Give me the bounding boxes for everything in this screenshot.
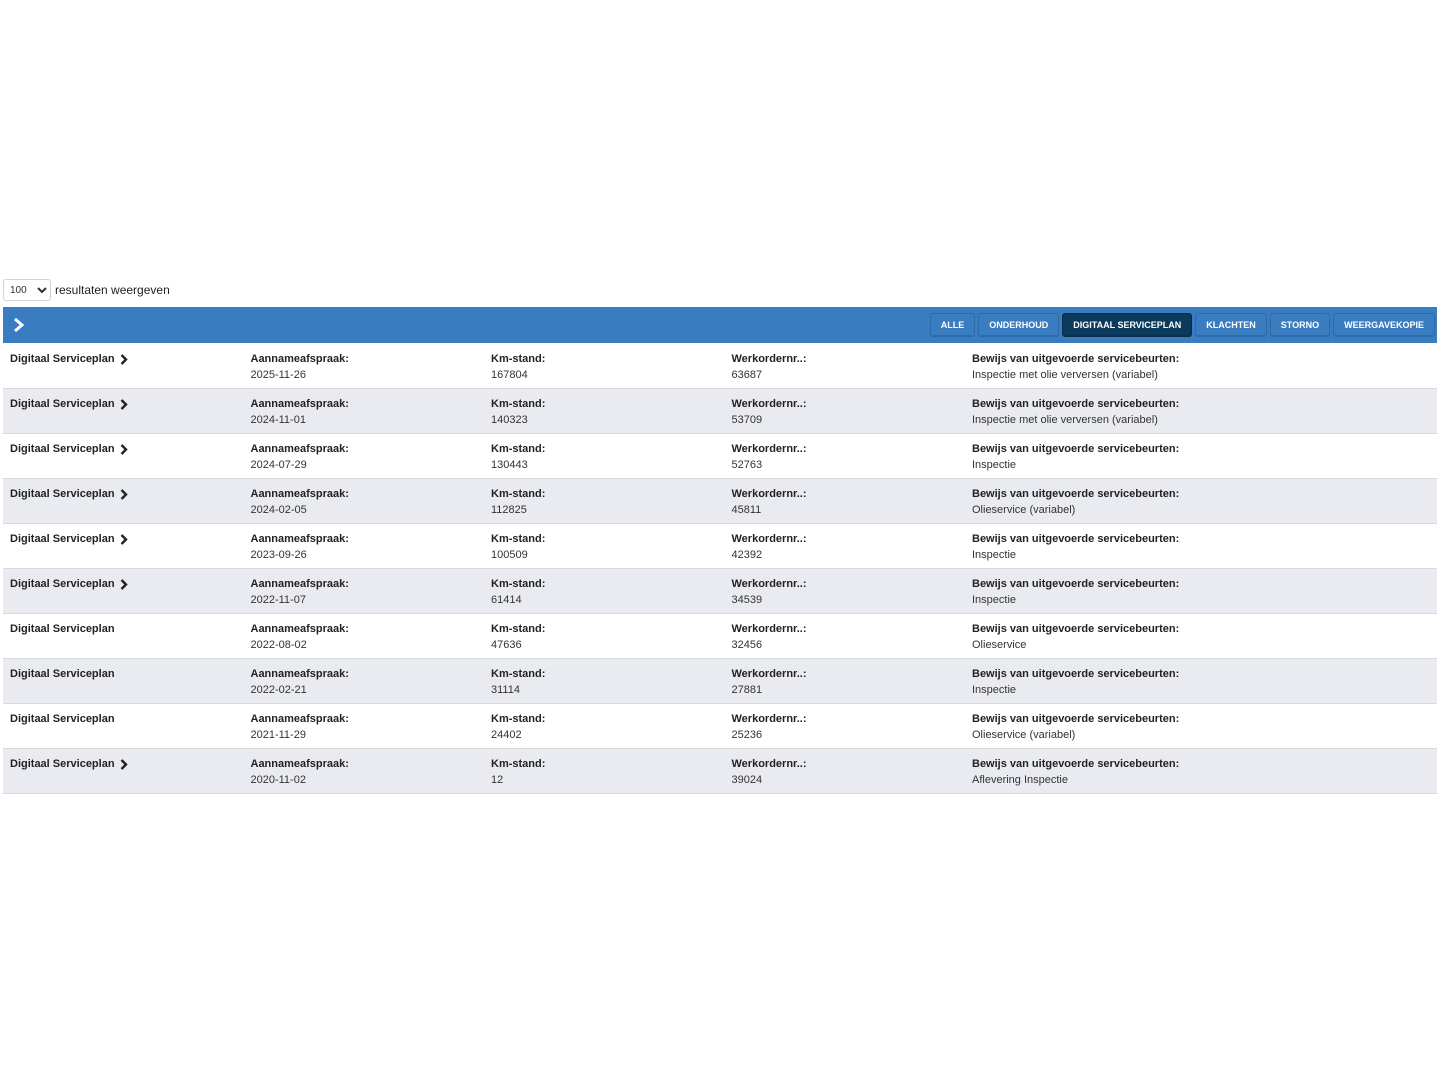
table-row (3, 704, 1437, 749)
km-cell (484, 524, 725, 568)
order-value: 39024 (731, 774, 763, 786)
page-length-label: resultaten weergeven (55, 283, 170, 297)
order-cell (725, 434, 966, 478)
row-title-cell (3, 569, 244, 613)
proof-cell (965, 659, 1437, 703)
expand-toggle[interactable] (5, 307, 33, 343)
chevron-right-icon (120, 534, 128, 545)
proof-label: Bewijs van uitgevoerde servicebeurten: (972, 713, 1180, 725)
km-cell (484, 389, 725, 433)
date-cell (244, 524, 485, 568)
row-title-text: Digitaal Serviceplan (10, 758, 115, 770)
proof-label: Bewijs van uitgevoerde servicebeurten: (972, 443, 1180, 455)
km-cell (484, 704, 725, 748)
chevron-right-icon (13, 318, 25, 332)
date-value: 2024-02-05 (250, 504, 307, 516)
order-cell (725, 344, 966, 388)
km-value: 130443 (491, 459, 528, 471)
date-label: Aannameafspraak: (250, 443, 349, 455)
date-value: 2022-08-02 (250, 639, 307, 651)
proof-label: Bewijs van uitgevoerde servicebeurten: (972, 668, 1180, 680)
row-title-link[interactable] (10, 531, 128, 547)
date-label: Aannameafspraak: (250, 713, 349, 725)
table-row (3, 659, 1437, 704)
row-title-text: Digitaal Serviceplan (10, 488, 115, 500)
km-label: Km-stand: (491, 623, 546, 635)
km-value: 47636 (491, 639, 522, 651)
proof-value: Inspectie (972, 684, 1017, 696)
order-cell (725, 704, 966, 748)
proof-cell (965, 344, 1437, 388)
km-label: Km-stand: (491, 668, 546, 680)
order-label: Werkordernr..: (731, 758, 807, 770)
row-title-cell (3, 434, 244, 478)
order-label: Werkordernr..: (731, 533, 807, 545)
proof-cell (965, 749, 1437, 793)
row-title-link[interactable] (10, 486, 128, 502)
proof-value: Aflevering Inspectie (972, 774, 1068, 786)
date-cell (244, 569, 485, 613)
km-label: Km-stand: (491, 578, 546, 590)
km-cell (484, 659, 725, 703)
date-label: Aannameafspraak: (250, 758, 349, 770)
row-title-cell (3, 749, 244, 793)
row-title-text: Digitaal Serviceplan (10, 713, 115, 725)
order-cell (725, 479, 966, 523)
km-value: 31114 (491, 684, 520, 696)
proof-cell (965, 614, 1437, 658)
date-cell (244, 389, 485, 433)
date-label: Aannameafspraak: (250, 623, 349, 635)
date-value: 2023-09-26 (250, 549, 307, 561)
order-value: 53709 (731, 414, 763, 426)
proof-value: Olieservice (variabel) (972, 504, 1076, 516)
date-cell (244, 344, 485, 388)
proof-value: Olieservice (972, 639, 1027, 651)
row-title-link[interactable] (10, 351, 128, 367)
date-label: Aannameafspraak: (250, 488, 349, 500)
page-length-select[interactable] (3, 279, 51, 301)
row-title-link[interactable] (10, 441, 128, 457)
row-title-link[interactable] (10, 756, 128, 772)
date-cell (244, 479, 485, 523)
proof-value: Inspectie (972, 594, 1017, 606)
row-title-link[interactable] (10, 396, 128, 412)
proof-cell (965, 389, 1437, 433)
date-cell (244, 749, 485, 793)
filter-digitaal-serviceplan-button[interactable]: DIGITAAL SERVICEPLAN (1062, 313, 1192, 337)
chevron-right-icon (120, 579, 128, 590)
table-row (3, 434, 1437, 479)
order-value: 32456 (731, 639, 763, 651)
row-title (10, 621, 115, 637)
page-length-control (3, 279, 170, 301)
row-title-link[interactable] (10, 576, 128, 592)
date-label: Aannameafspraak: (250, 398, 349, 410)
order-label: Werkordernr..: (731, 353, 807, 365)
row-title-text: Digitaal Serviceplan (10, 443, 115, 455)
proof-value: Inspectie met olie verversen (variabel) (972, 369, 1158, 381)
km-value: 167804 (491, 369, 528, 381)
row-title-cell (3, 479, 244, 523)
proof-cell (965, 569, 1437, 613)
km-cell (484, 344, 725, 388)
row-title-cell (3, 524, 244, 568)
proof-label: Bewijs van uitgevoerde servicebeurten: (972, 353, 1180, 365)
order-label: Werkordernr..: (731, 668, 807, 680)
order-cell (725, 569, 966, 613)
proof-label: Bewijs van uitgevoerde servicebeurten: (972, 623, 1180, 635)
date-value: 2021-11-29 (250, 729, 306, 741)
km-value: 12 (491, 774, 504, 786)
date-label: Aannameafspraak: (250, 353, 349, 365)
km-label: Km-stand: (491, 533, 546, 545)
km-value: 61414 (491, 594, 522, 606)
order-value: 27881 (731, 684, 763, 696)
table-row (3, 344, 1437, 389)
row-title-text: Digitaal Serviceplan (10, 353, 115, 365)
row-title-text: Digitaal Serviceplan (10, 398, 115, 410)
row-title-cell (3, 659, 244, 703)
km-label: Km-stand: (491, 398, 546, 410)
row-title-cell (3, 704, 244, 748)
km-label: Km-stand: (491, 488, 546, 500)
order-cell (725, 389, 966, 433)
proof-cell (965, 479, 1437, 523)
date-value: 2022-11-07 (250, 594, 306, 606)
proof-value: Olieservice (variabel) (972, 729, 1076, 741)
table-row (3, 569, 1437, 614)
km-value: 112825 (491, 504, 527, 516)
km-value: 24402 (491, 729, 522, 741)
filter-storno-button[interactable]: STORNO (1270, 313, 1330, 337)
proof-label: Bewijs van uitgevoerde servicebeurten: (972, 533, 1180, 545)
km-value: 100509 (491, 549, 528, 561)
order-value: 63687 (731, 369, 763, 381)
order-cell (725, 749, 966, 793)
table-row (3, 479, 1437, 524)
date-value: 2024-07-29 (250, 459, 307, 471)
row-title (10, 711, 115, 727)
order-label: Werkordernr..: (731, 443, 807, 455)
chevron-right-icon (120, 399, 128, 410)
km-cell (484, 569, 725, 613)
proof-value: Inspectie (972, 549, 1017, 561)
row-title-text: Digitaal Serviceplan (10, 623, 115, 635)
filter-onderhoud-button[interactable]: ONDERHOUD (978, 313, 1059, 337)
proof-label: Bewijs van uitgevoerde servicebeurten: (972, 758, 1180, 770)
date-label: Aannameafspraak: (250, 533, 349, 545)
order-cell (725, 614, 966, 658)
row-title-cell (3, 344, 244, 388)
filter-weergavekopie-button[interactable]: WEERGAVEKOPIE (1333, 313, 1435, 337)
order-value: 25236 (731, 729, 763, 741)
date-cell (244, 704, 485, 748)
date-cell (244, 614, 485, 658)
row-title-cell (3, 389, 244, 433)
order-label: Werkordernr..: (731, 398, 807, 410)
proof-label: Bewijs van uitgevoerde servicebeurten: (972, 398, 1180, 410)
filter-klachten-button[interactable]: KLACHTEN (1195, 313, 1267, 337)
date-value: 2020-11-02 (250, 774, 306, 786)
date-value: 2022-02-21 (250, 684, 307, 696)
filter-alle-button[interactable]: ALLE (930, 313, 976, 337)
row-title-text: Digitaal Serviceplan (10, 668, 115, 680)
row-title (10, 666, 115, 682)
km-value: 140323 (491, 414, 528, 426)
order-value: 52763 (731, 459, 763, 471)
table-row (3, 389, 1437, 434)
table-row (3, 749, 1437, 794)
chevron-right-icon (120, 489, 128, 500)
chevron-right-icon (120, 354, 128, 365)
date-cell (244, 434, 485, 478)
date-label: Aannameafspraak: (250, 668, 349, 680)
order-cell (725, 659, 966, 703)
order-label: Werkordernr..: (731, 623, 807, 635)
filter-group (927, 313, 1435, 337)
km-label: Km-stand: (491, 443, 546, 455)
km-label: Km-stand: (491, 713, 546, 725)
table-row (3, 614, 1437, 659)
date-value: 2024-11-01 (250, 414, 306, 426)
km-cell (484, 434, 725, 478)
order-value: 45811 (731, 504, 762, 516)
proof-value: Inspectie (972, 459, 1017, 471)
table-row (3, 524, 1437, 569)
km-label: Km-stand: (491, 758, 546, 770)
order-value: 42392 (731, 549, 763, 561)
km-cell (484, 614, 725, 658)
row-title-cell (3, 614, 244, 658)
proof-cell (965, 434, 1437, 478)
order-value: 34539 (731, 594, 763, 606)
proof-cell (965, 524, 1437, 568)
date-label: Aannameafspraak: (250, 578, 349, 590)
date-value: 2025-11-26 (250, 369, 306, 381)
filter-toolbar (3, 307, 1437, 343)
order-label: Werkordernr..: (731, 578, 807, 590)
km-cell (484, 479, 725, 523)
service-table (3, 344, 1437, 794)
proof-value: Inspectie met olie verversen (variabel) (972, 414, 1158, 426)
km-label: Km-stand: (491, 353, 546, 365)
chevron-right-icon (120, 444, 128, 455)
chevron-right-icon (120, 759, 128, 770)
proof-label: Bewijs van uitgevoerde servicebeurten: (972, 578, 1180, 590)
proof-label: Bewijs van uitgevoerde servicebeurten: (972, 488, 1180, 500)
proof-cell (965, 704, 1437, 748)
row-title-text: Digitaal Serviceplan (10, 578, 115, 590)
row-title-text: Digitaal Serviceplan (10, 533, 115, 545)
order-cell (725, 524, 966, 568)
order-label: Werkordernr..: (731, 713, 807, 725)
date-cell (244, 659, 485, 703)
km-cell (484, 749, 725, 793)
order-label: Werkordernr..: (731, 488, 807, 500)
